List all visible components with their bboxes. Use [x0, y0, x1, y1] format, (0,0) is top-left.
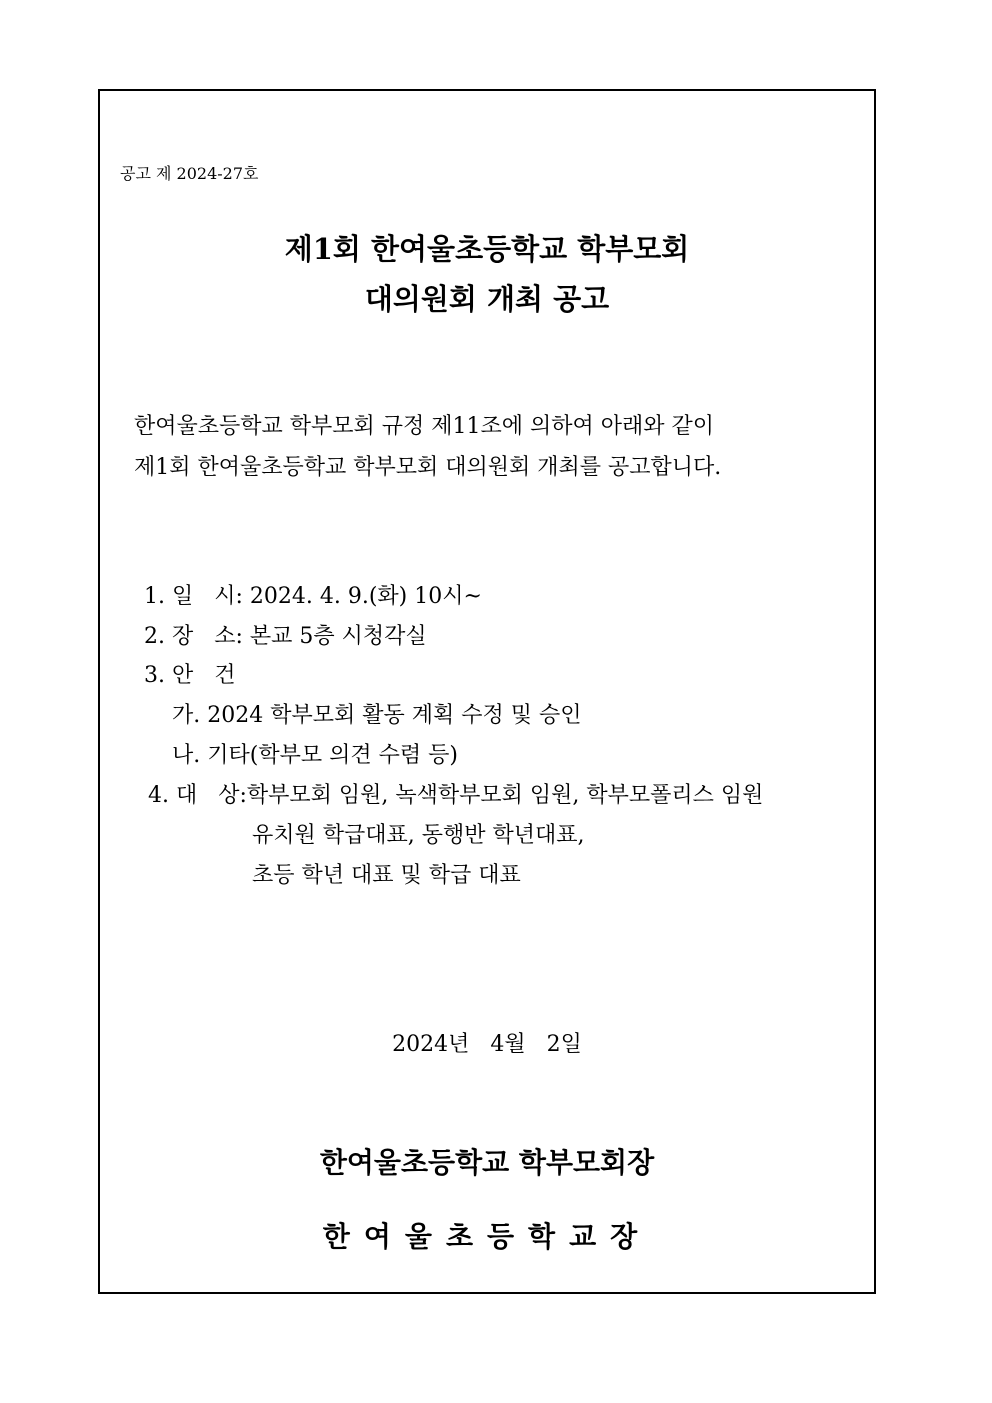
notice-number: 공고 제 2024-27호 — [120, 164, 259, 183]
item-datetime: 1. 일 시: 2024. 4. 9.(화) 10시~ — [144, 584, 482, 609]
notice-frame — [98, 89, 876, 1294]
parents-president-signature: 한여울초등학교 학부모회장 — [319, 1146, 655, 1179]
item-target-line-2: 유치원 학급대표, 동행반 학년대표, — [252, 823, 585, 848]
notice-date: 2024년 4월 2일 — [392, 1032, 582, 1057]
item-place: 2. 장 소: 본교 5층 시청각실 — [144, 624, 427, 649]
item-target-line-1: 4. 대 상:학부모회 임원, 녹색학부모회 임원, 학부모폴리스 임원 — [148, 783, 764, 808]
item-target-line-3: 초등 학년 대표 및 학급 대표 — [252, 863, 521, 888]
title-line-2: 대의원회 개최 공고 — [364, 282, 610, 316]
item-agenda-a: 가. 2024 학부모회 활동 계획 수정 및 승인 — [172, 703, 582, 728]
title-line-1: 제1회 한여울초등학교 학부모회 — [284, 232, 690, 266]
principal-signature: 한여울초등학교장 — [322, 1220, 652, 1253]
item-agenda-heading: 3. 안 건 — [144, 663, 236, 688]
intro-line-2: 제1회 한여울초등학교 학부모회 대의원회 개최를 공고합니다. — [134, 455, 722, 480]
intro-line-1: 한여울초등학교 학부모회 규정 제11조에 의하여 아래와 같이 — [134, 414, 715, 439]
item-agenda-b: 나. 기타(학부모 의견 수렴 등) — [172, 743, 458, 768]
